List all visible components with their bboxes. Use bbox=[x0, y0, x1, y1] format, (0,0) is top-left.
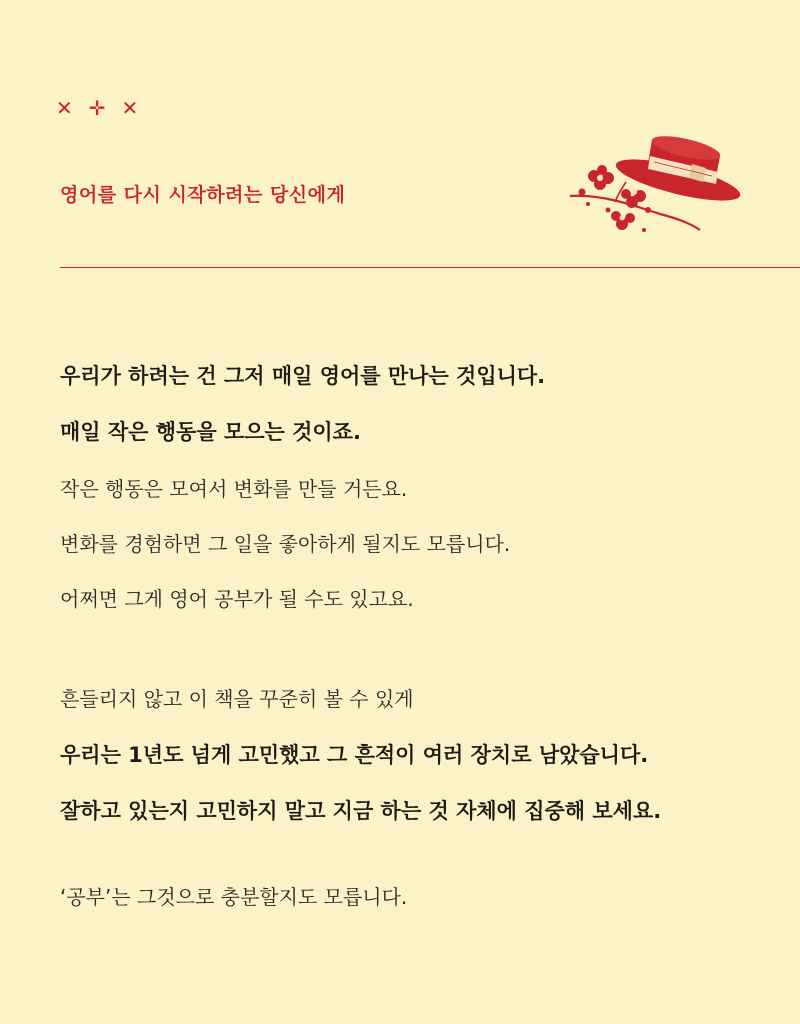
plus-mark-icon: ✛ bbox=[88, 96, 112, 120]
cross-mark-icon: ✕ bbox=[121, 96, 145, 120]
text-line: 우리는 1년도 넘게 고민했고 그 흔적이 여러 장치로 남았습니다. bbox=[60, 743, 649, 767]
text-line: ‘공부’는 그것으로 충분할지도 모릅니다. bbox=[60, 885, 408, 909]
text-line: 우리가 하려는 건 그저 매일 영어를 만나는 것입니다. bbox=[60, 364, 546, 388]
text-line: 잘하고 있는지 고민하지 말고 지금 하는 것 자체에 집중해 보세요. bbox=[60, 799, 662, 823]
decorative-ornament bbox=[56, 98, 144, 118]
text-line: 어쩌면 그게 영어 공부가 될 수도 있고요. bbox=[60, 587, 414, 611]
cross-mark-icon: ✕ bbox=[56, 96, 79, 120]
text-line: 흔들리지 않고 이 책을 꾸준히 볼 수 있게 bbox=[60, 687, 414, 711]
page-title: 영어를 다시 시작하려는 당신에게 bbox=[60, 184, 346, 206]
text-line: 작은 행동은 모여서 변화를 만들 거든요. bbox=[60, 477, 408, 501]
divider bbox=[60, 267, 800, 268]
text-line: 변화를 경험하면 그 일을 좋아하게 될지도 모릅니다. bbox=[60, 532, 511, 556]
text-line: 매일 작은 행동을 모으는 것이죠. bbox=[60, 420, 361, 444]
main-text bbox=[60, 360, 760, 910]
hat-with-plum-blossoms-icon bbox=[560, 118, 770, 253]
